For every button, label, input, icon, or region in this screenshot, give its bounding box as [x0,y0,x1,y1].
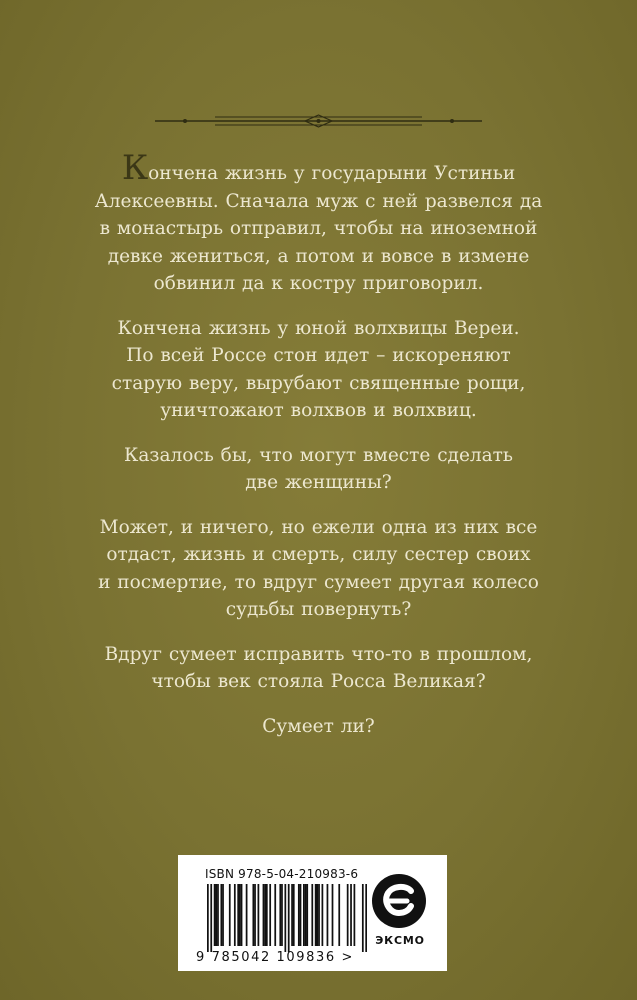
barcode-bar [284,884,286,952]
barcode [207,884,367,952]
barcode-bar [327,884,329,946]
barcode-bar [279,884,281,946]
barcode-bar [210,884,212,952]
barcode-bar [263,884,265,946]
barcode-bar [305,884,307,946]
text-line: и посмертие, то вдруг сумеет другая колесо [98,571,539,593]
text-line: Вдруг сумеет исправить что-то в прошлом, [104,643,533,665]
barcode-bar [229,884,231,946]
barcode-bar [332,884,334,946]
text-line: старую веру, вырубают священные рощи, [111,372,526,394]
text-line: Сумеет ли? [262,715,375,737]
barcode-bar [266,884,268,946]
barcode-bar [274,884,276,946]
text-line: в монастырь отправил, чтобы на иноземной [99,218,538,239]
publisher-name: ЭКСМО [375,934,425,947]
text-line: чтобы век стояла Росса Великая? [151,671,486,692]
barcode-bar [288,884,290,952]
barcode-bar [291,884,293,946]
barcode-bar [207,884,209,952]
barcode-bar [222,884,224,946]
barcode-bar [269,884,271,946]
barcode-bar [234,884,236,946]
barcode-bar [303,884,305,946]
barcode-bar [239,884,241,946]
text-line: обвинил да к костру приговорил. [153,273,484,294]
barcode-bar [338,884,340,946]
barcode-bar [254,884,256,946]
barcode-bar [220,884,222,946]
barcode-bar [300,884,302,946]
isbn-text: ISBN 978-5-04-210983-6 [205,867,359,881]
paragraph-2 [60,315,577,425]
barcode-bar [322,884,324,946]
barcode-bar [217,884,219,946]
text-line: Казалось бы, что могут вместе сделать [124,444,513,466]
paragraph-1 [60,148,577,298]
barcode-bar [293,884,295,946]
barcode-bar [258,884,260,946]
barcode-bar [311,884,313,946]
barcode-bar [264,884,266,946]
barcode-bar [214,884,216,946]
text-line: Кончена жизнь у юной волхвицы Вереи. [117,317,520,339]
annotation-text [60,148,577,757]
paragraph-5 [60,641,577,696]
barcode-bar [354,884,356,946]
barcode-bar [350,884,352,946]
paragraph-4 [60,514,577,624]
isbn-sticker [178,855,447,971]
barcode-bar [298,884,300,946]
decorative-divider-icon [155,114,482,128]
barcode-bar [237,884,239,946]
barcode-bar [306,884,308,946]
text-line: По всей Россе стон идет – искореняют [126,345,511,366]
text-line: судьбы повернуть? [225,599,412,620]
barcode-bar [215,884,217,946]
barcode-number: 9 785042 109836 > [196,950,355,965]
barcode-bar [347,884,349,946]
paragraph-6 [60,713,577,741]
paragraph-3 [60,442,577,497]
eksmo-logo-icon [371,873,427,929]
barcode-bar [315,884,317,946]
dropcap: К [121,148,149,188]
barcode-bar [246,884,248,946]
text-line: уничтожают волхвов и волхвиц. [160,400,477,421]
barcode-bar [241,884,243,946]
text-line: Кончена жизнь у государыни Устиньи [121,148,516,188]
text-line: отдаст, жизнь и смерть, силу сестер своих [106,544,531,565]
barcode-bar [281,884,283,946]
text-line: Может, и ничего, но ежели одна из них все [99,516,538,538]
text-line: девке жениться, а потом и вовсе в измене [107,245,530,267]
text-line: две женщины? [245,472,392,493]
text-line: Алексеевны. Сначала муж с ней развелся да [94,190,543,212]
barcode-bar [318,884,320,946]
barcode-bar [316,884,318,946]
barcode-bar [362,884,364,952]
barcode-bar [252,884,254,946]
